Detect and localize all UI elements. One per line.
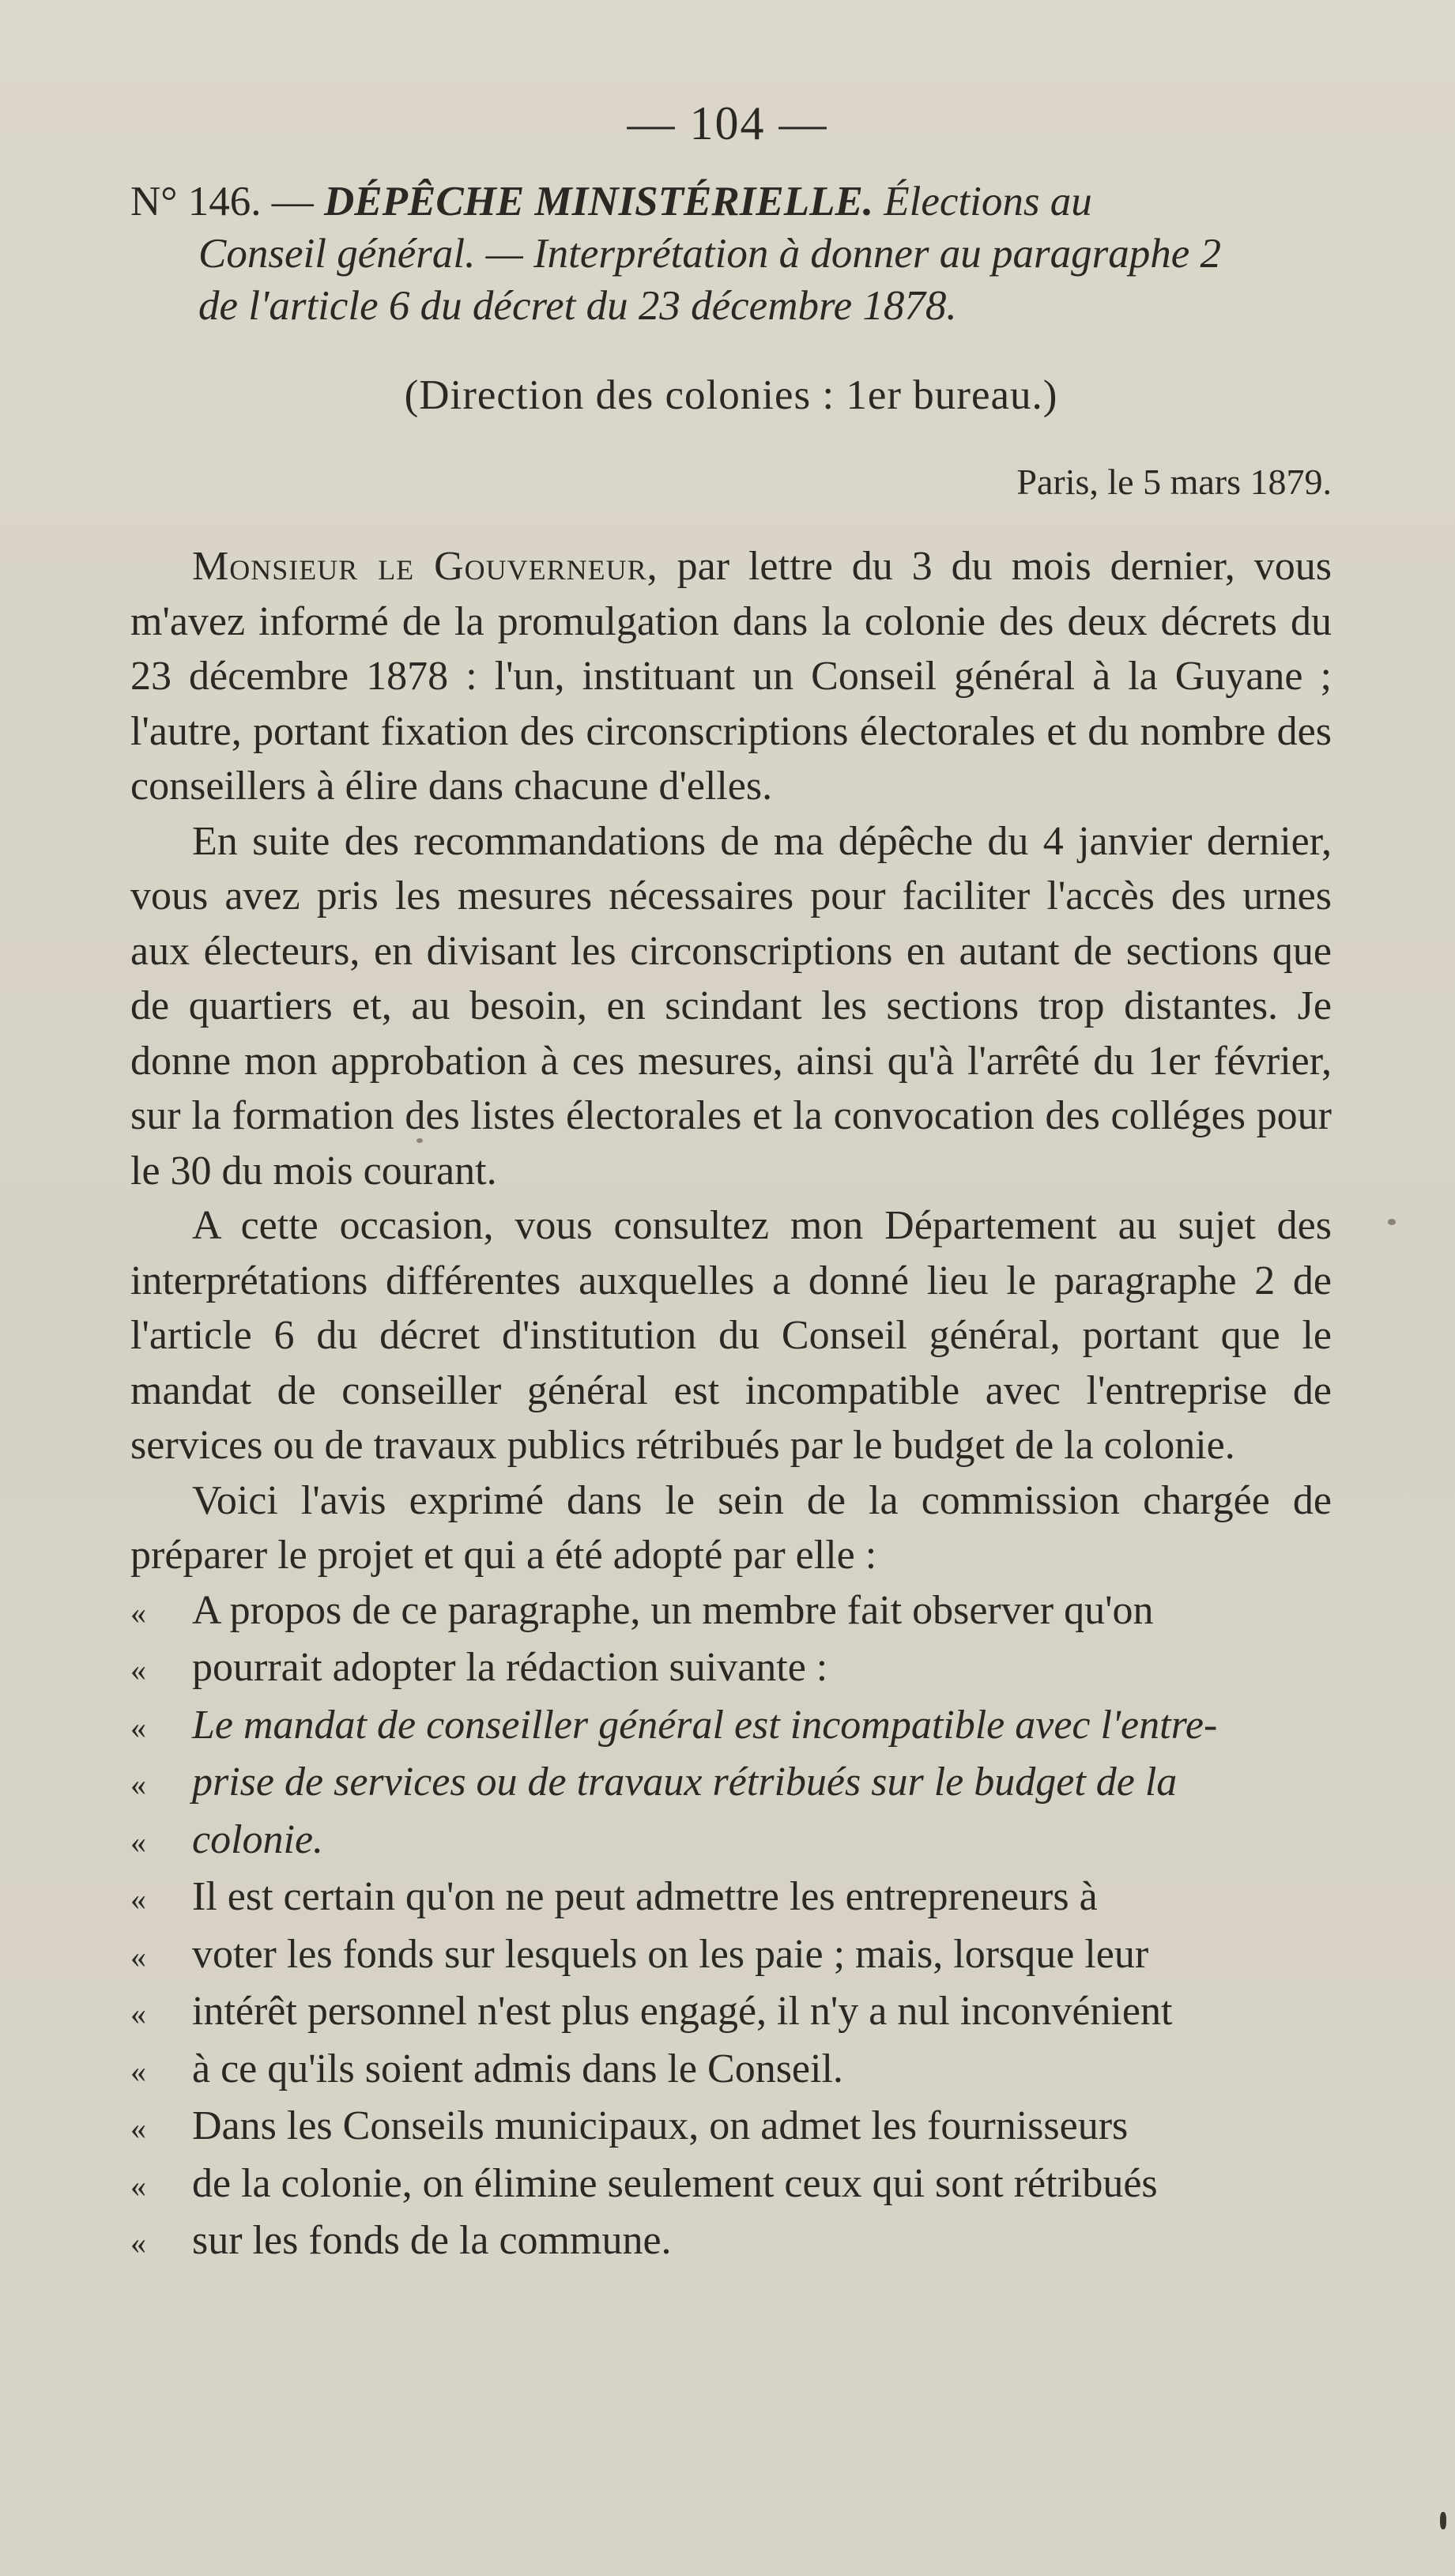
quote-text: Il est certain qu'on ne peut admettre les entrepreneurs à (192, 1874, 1098, 1919)
quote-mark: « (130, 1709, 146, 1745)
paragraph-1 (130, 539, 1332, 814)
quote-line (130, 2042, 1332, 2099)
paragraph-4: Voici l'avis exprimé dans le sein de la commission chargée de préparer le projet et qui a été adopté par elle : (130, 1477, 1332, 1578)
paragraph-2: En suite des recommandations de ma dépêche du 4 janvier dernier, vous avez pris les mesures nécessaires pour faciliter l'accès des urnes aux électeurs, en divisant les circonscriptions en autant de sections que de quartiers et, au besoin, en scindant les sections trop distantes. Je donne mon approbation à ces mesures, ainsi qu'à l'arrêté du 1er février, sur la formation des listes électorales et la convocation des colléges pour le 30 du mois courant. (130, 818, 1332, 1194)
document-header (130, 175, 1332, 332)
quote-mark: « (130, 2053, 146, 2089)
dateline: Paris, le 5 mars 1879. (1016, 462, 1332, 502)
quote-line (130, 2213, 1332, 2271)
quote-text: prise de services ou de travaux rétribués sur le budget de la (192, 1759, 1178, 1805)
quote-mark: « (130, 1824, 146, 1860)
ink-speck (417, 1138, 423, 1143)
quote-text: de la colonie, on élimine seulement ceux qui sont rétribués (192, 2160, 1158, 2206)
quote-line (130, 1869, 1332, 1927)
quote-line (130, 1583, 1332, 1641)
quote-mark: « (130, 1652, 146, 1688)
quote-text: Dans les Conseils municipaux, on admet les fournisseurs (192, 2103, 1129, 2148)
quote-line (130, 2156, 1332, 2214)
document-number: N° 146. — (130, 179, 314, 224)
quote-line (130, 1927, 1332, 1985)
ink-speck (1388, 1219, 1396, 1225)
direction-line: (Direction des colonies : 1er bureau.) (404, 372, 1058, 418)
document-title: DÉPÊCHE MINISTÉRIELLE. (323, 179, 874, 224)
quote-text: voter les fonds sur lesquels on les paie ; mais, lorsque leur (192, 1931, 1149, 1977)
quote-text: Le mandat de conseiller général est incompatible avec l'entre- (192, 1702, 1218, 1748)
quote-mark: « (130, 1594, 146, 1631)
quote-text: colonie. (192, 1816, 324, 1862)
quote-line (130, 1640, 1332, 1698)
ink-speck (1440, 2512, 1446, 2529)
letter-body (130, 539, 1332, 2271)
quote-mark: « (130, 2225, 146, 2261)
quote-mark: « (130, 1996, 146, 2031)
quote-line (130, 1812, 1332, 1870)
quote-text: à ce qu'ils soient admis dans le Conseil. (192, 2046, 843, 2091)
quote-text: sur les fonds de la commune. (192, 2218, 672, 2263)
quote-line (130, 1698, 1332, 1756)
document-subject-line3: de l'article 6 du décret du 23 décembre 1878. (198, 283, 957, 329)
quote-mark: « (130, 1767, 146, 1802)
document-subject-line2: Conseil général. — Interprétation à donner au paragraphe 2 (198, 231, 1221, 277)
quote-text: intérêt personnel n'est plus engagé, il n'y a nul inconvénient (192, 1989, 1173, 2034)
quote-mark: « (130, 1938, 146, 1974)
quote-mark: « (130, 2110, 146, 2146)
salutation: Monsieur le Gouverneur, (192, 544, 658, 589)
quote-mark: « (130, 1881, 146, 1917)
paragraph-1-text: par lettre du 3 du mois dernier, vous m'avez informé de la promulgation dans la colonie des deux décrets du 23 décembre 1878 : l'un, instituant un Conseil général à la Guyane ; l'autre, portant fixation des circonscriptions électorales et du nombre des conseillers à élire dans chacune d'elles. (130, 544, 1332, 809)
quote-line (130, 2099, 1332, 2156)
paragraph-3: A cette occasion, vous consultez mon Département au sujet des interprétations différentes auxquelles a donné lieu le paragraphe 2 de l'article 6 du décret d'institution du Conseil général, portant que le mandat de conseiller général est incompatible avec l'entreprise de services ou de travaux publics rétribués par le budget de la colonie. (130, 1203, 1332, 1468)
quote-text: A propos de ce paragraphe, un membre fait observer qu'on (192, 1587, 1154, 1633)
quote-mark: « (130, 2167, 146, 2204)
quote-text: pourrait adopter la rédaction suivante : (192, 1645, 828, 1690)
quote-line (130, 1755, 1332, 1812)
page-number: — 104 — (627, 97, 828, 149)
quoted-block (130, 1583, 1332, 2271)
quote-line (130, 1984, 1332, 2042)
document-subject-line1: Élections au (884, 179, 1092, 224)
